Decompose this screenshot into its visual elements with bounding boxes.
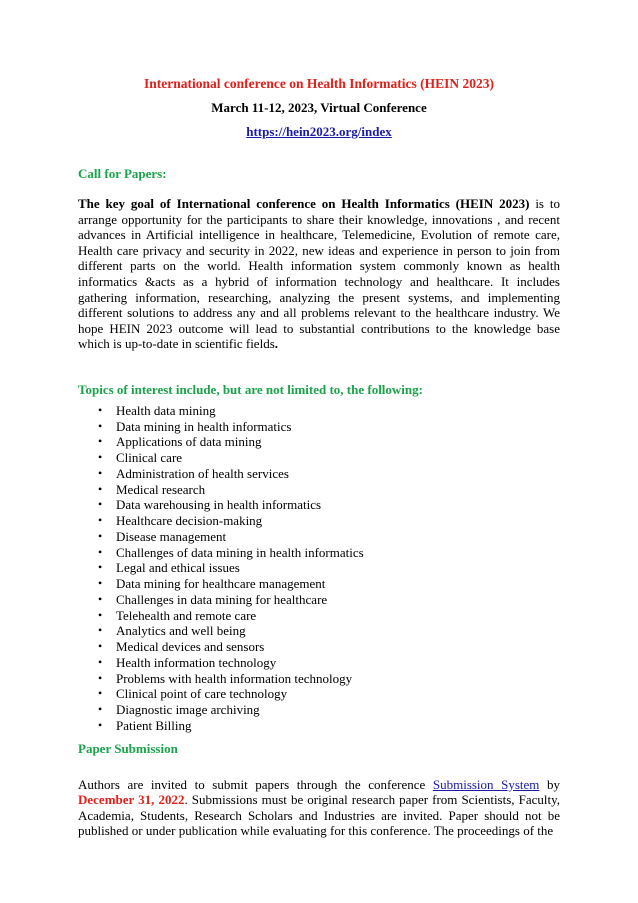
conference-url-line <box>78 124 560 140</box>
topic-item <box>78 576 560 592</box>
bullet-icon: • <box>98 450 103 465</box>
bullet-icon: • <box>98 560 103 575</box>
bullet-icon: • <box>98 402 103 417</box>
bullet-icon: • <box>98 607 103 622</box>
bullet-icon: • <box>98 544 103 559</box>
topic-item <box>78 450 560 466</box>
call-for-papers-heading: Call for Papers: <box>78 166 167 181</box>
topic-label: Medical research <box>116 481 206 497</box>
submission-paragraph <box>78 777 560 839</box>
bullet-icon: • <box>98 670 103 685</box>
topic-label: Challenges in data mining for healthcare <box>116 591 328 607</box>
topic-item <box>78 434 560 450</box>
topic-item <box>78 655 560 671</box>
bullet-icon: • <box>98 418 103 433</box>
topic-label: Clinical care <box>116 450 183 466</box>
topic-item <box>78 482 560 498</box>
topic-item <box>78 466 560 482</box>
topic-item <box>78 718 560 734</box>
topic-label: Disease management <box>116 528 227 544</box>
topic-item <box>78 686 560 702</box>
topic-item <box>78 513 560 529</box>
intro-body-text: is to arrange opportunity for the participants to share their knowledge, innovations , and recent advances in Artificial intelligence in healthcare, Telemedicine, Evolution of remote care, Health care privacy and security in 2022, new ideas and experience in person to join from different parts on the world. Health information system commonly known as health informatics &acts as a hybrid of information technology and healthcare. It includes gathering information, researching, analyzing the present systems, and implementing different solutions to address any and all problems relevant to the healthcare industry. We hope HEIN 2023 outcome will lead to substantial contributions to the knowledge base which is up-to-date in scientific fields <box>78 196 560 352</box>
bullet-icon: • <box>98 465 103 480</box>
topic-label: Problems with health information technology <box>116 670 353 686</box>
topic-item <box>78 671 560 687</box>
topic-label: Patient Billing <box>116 717 192 733</box>
bullet-icon: • <box>98 623 103 638</box>
bullet-icon: • <box>98 717 103 732</box>
topic-label: Administration of health services <box>116 465 289 481</box>
bullet-icon: • <box>98 702 103 717</box>
topic-label: Data mining for healthcare management <box>116 576 326 592</box>
topic-item <box>78 403 560 419</box>
topic-label: Health information technology <box>116 654 277 670</box>
topic-item <box>78 545 560 561</box>
topic-item <box>78 529 560 545</box>
topic-item <box>78 623 560 639</box>
bullet-icon: • <box>98 481 103 496</box>
submission-deadline: December 31, 2022 <box>78 792 185 808</box>
topic-item <box>78 608 560 624</box>
topic-item <box>78 560 560 576</box>
topic-item <box>78 639 560 655</box>
bullet-icon: • <box>98 576 103 591</box>
topic-label: Diagnostic image archiving <box>116 702 260 718</box>
topic-label: Data warehousing in health informatics <box>116 497 322 513</box>
bullet-icon: • <box>98 591 103 606</box>
conference-dates: March 11-12, 2023, Virtual Conference <box>211 100 427 115</box>
paper-submission-heading: Paper Submission <box>78 740 178 756</box>
topic-item <box>78 497 560 513</box>
topic-label: Analytics and well being <box>116 623 246 639</box>
topic-label: Telehealth and remote care <box>116 607 257 623</box>
submission-text-after-link: by <box>539 776 561 792</box>
submission-text-before-link: Authors are invited to submit papers through the conference <box>78 776 433 792</box>
bullet-icon: • <box>98 513 103 528</box>
bullet-icon: • <box>98 497 103 512</box>
intro-bold-text: The key goal of International conference on Health Informatics (HEIN 2023) <box>78 196 530 211</box>
topics-list <box>78 403 560 734</box>
intro-end-period: . <box>274 336 279 352</box>
submission-system-link[interactable]: Submission System <box>432 776 540 792</box>
bullet-icon: • <box>98 434 103 449</box>
topic-item <box>78 702 560 718</box>
topic-item <box>78 419 560 435</box>
bullet-icon: • <box>98 639 103 654</box>
conference-title: International conference on Health Informatics (HEIN 2023) <box>144 76 494 91</box>
topic-label: Health data mining <box>116 402 216 418</box>
topic-label: Healthcare decision-making <box>116 513 263 529</box>
topic-item <box>78 592 560 608</box>
topic-label: Challenges of data mining in health informatics <box>116 544 364 560</box>
bullet-icon: • <box>98 528 103 543</box>
topic-label: Applications of data mining <box>116 434 262 450</box>
submission-text-rest: . Submissions must be original research paper from Scientists, Faculty, Academia, Students, Research Scholars and Industries are invited. Paper should not be published or under publication while evaluating for this conference. The proceedings of the <box>78 792 561 839</box>
bullet-icon: • <box>98 654 103 669</box>
topic-label: Data mining in health informatics <box>116 418 292 434</box>
topic-label: Clinical point of care technology <box>116 686 288 702</box>
intro-paragraph <box>78 196 560 352</box>
topic-label: Medical devices and sensors <box>116 639 265 655</box>
bullet-icon: • <box>98 686 103 701</box>
topic-label: Legal and ethical issues <box>116 560 240 576</box>
topics-heading: Topics of interest include, but are not limited to, the following: <box>78 381 423 397</box>
conference-url-link[interactable]: https://hein2023.org/index <box>246 124 392 139</box>
